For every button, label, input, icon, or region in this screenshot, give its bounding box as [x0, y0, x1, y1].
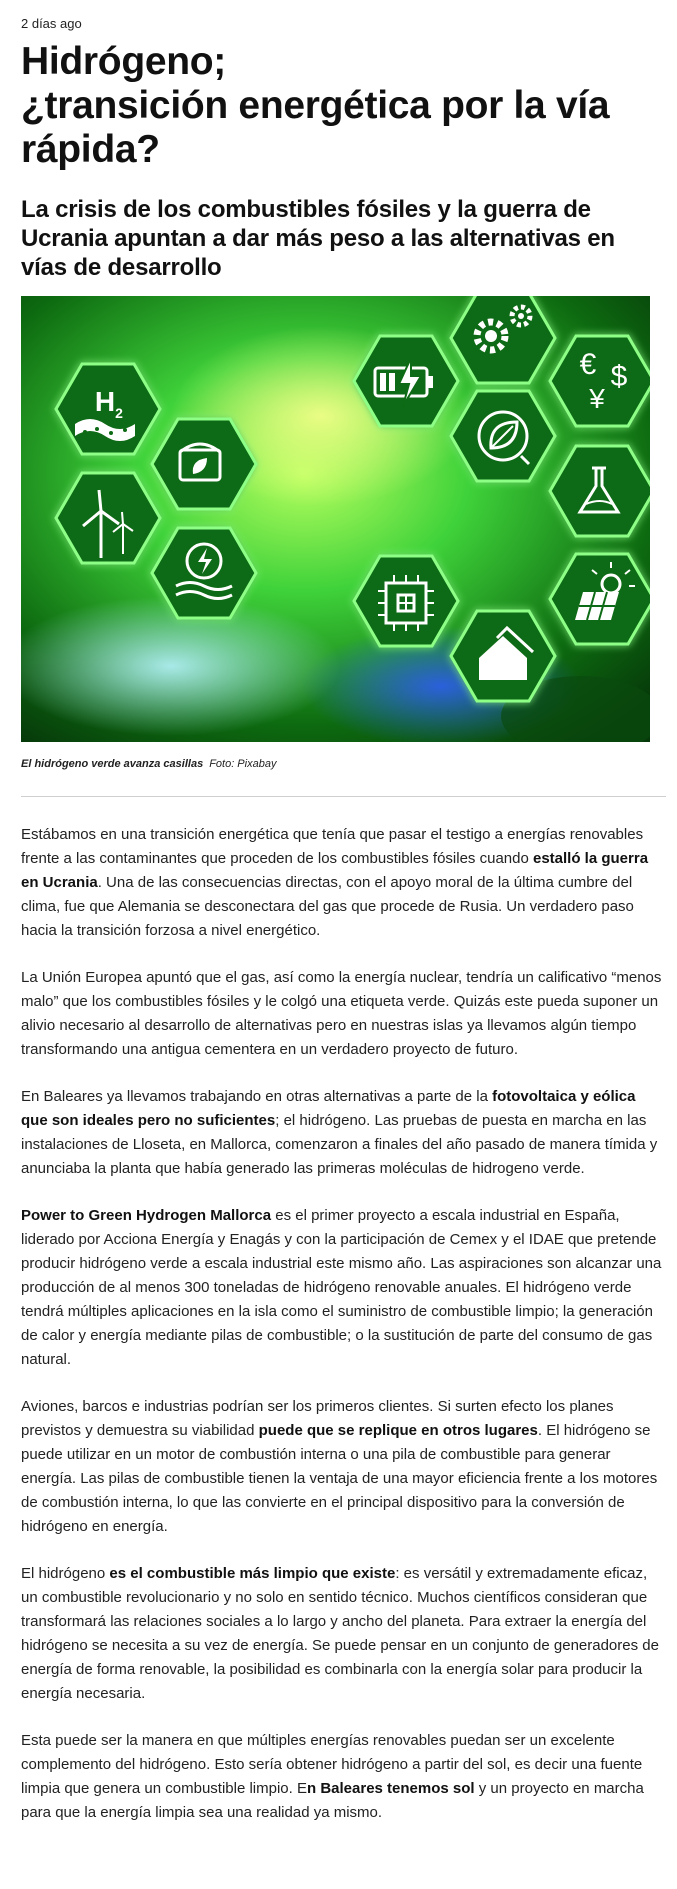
- title-line-2: ¿transición energética por la vía: [21, 84, 610, 127]
- paragraph-3: En Baleares ya llevamos trabajando en otras alternativas a parte de la fotovoltaica y eólica que son ideales pero no suficientes; el hidrógeno. Las pruebas de puesta en marcha en las instalaciones de Lloseta, en Mallorca, comenzaron a finales del año pasado de manera tímida y anunciaba la planta que había generado las primeras moléculas de hidrogeno verde.: [21, 1088, 658, 1177]
- svg-text:$: $: [610, 360, 628, 393]
- paragraph-5: Aviones, barcos e industrias podrían ser los primeros clientes. Si surten efecto los planes previstos y demuestra su viabilidad puede que se replique en otros lugares. El hidrógeno se puede utilizar en un motor de combustión interna o una pila de combustible para generar energía. Las pilas de combustible tienen la ventaja de una mayor eficiencia frente a los motores de combustión interna, lo que las convierte en el principal dispositivo para la conversión de hidrógeno en energía.: [21, 1398, 658, 1535]
- paragraph-6: El hidrógeno es el combustible más limpio que existe: es versátil y extremadamente eficaz, un combustible revolucionario y no solo en sentido técnico. Muchos científicos consideran que transformará las relaciones sociales a lo largo y ancho del planeta. Para extraer la energía del hidrógeno se necesita a su vez de energía. Se puede pensar en un conjunto de generadores de energía de forma renovable, la posibilidad es combinarla con la energía solar para producir la energía necesaria.: [21, 1565, 659, 1702]
- photo-credit: Foto: Pixabay: [209, 758, 277, 770]
- paragraph-7: Esta puede ser la manera en que múltiples energías renovables puedan ser un excelente complemento del hidrógeno. Esto sería obtener hidrógeno a partir del sol, es decir una fuente limpia que genera un combustible limpio. En Baleares tenemos sol y un proyecto en marcha para que la energía limpia sea una realidad ya mismo.: [21, 1732, 644, 1821]
- caption-text: El hidrógeno verde avanza casillas: [21, 758, 204, 770]
- paragraph-1: Estábamos en una transición energética que tenía que pasar el testigo a energías renovables frente a las contaminantes que proceden de los combustibles fósiles cuando estalló la guerra en Ucrania. Una de las consecuencias directas, con el apoyo moral de la última cumbre del clima, fue que Alemania se desconectara del gas que procede de Rusia. Un verdadero paso hacia la transición forzosa a nivel energético.: [21, 826, 649, 939]
- paragraph-2: La Unión Europea apuntó que el gas, así como la energía nuclear, tendría un calificativo “menos malo” que los combustibles fósiles y le colgó una etiqueta verde. Quizás este pueda suponer un alivio necesario al desarrollo de alternativas pero en nuestras islas ya llevamos algún tiempo transformando una antigua cementera en un verdadero proyecto de futuro.: [21, 969, 662, 1058]
- article-body: [21, 823, 666, 1825]
- svg-text:¥: ¥: [589, 383, 605, 414]
- svg-text:H: H: [94, 386, 116, 417]
- svg-text:€: €: [579, 348, 597, 381]
- publish-date: 2 días ago: [21, 16, 82, 31]
- svg-text:2: 2: [115, 405, 123, 421]
- article: [21, 16, 666, 1825]
- hero-image[interactable]: [21, 296, 650, 742]
- title-line-3: rápida?: [21, 128, 160, 171]
- article-title: [21, 40, 666, 172]
- paragraph-4: Power to Green Hydrogen Mallorca es el primer proyecto a escala industrial en España, liderado por Acciona Energía y Enagás y con la participación de Cemex y el IDAE que pretende producir hidrógeno verde a escala industrial este mismo año. Las aspiraciones son alcanzar una producción de al menos 300 toneladas de hidrógeno renovable anuales. El hidrógeno verde tendrá múltiples aplicaciones en la isla como el suministro de combustible limpio; la generación de calor y energía mediante pilas de combustible; o la sustitución de parte del consumo de gas natural.: [21, 1207, 662, 1368]
- title-line-1: Hidrógeno;: [21, 40, 226, 83]
- image-caption: [21, 757, 666, 771]
- article-subtitle: La crisis de los combustibles fósiles y la guerra de Ucrania apuntan a dar más peso a las alternativas en vías de desarrollo: [21, 196, 615, 281]
- divider: [21, 796, 666, 797]
